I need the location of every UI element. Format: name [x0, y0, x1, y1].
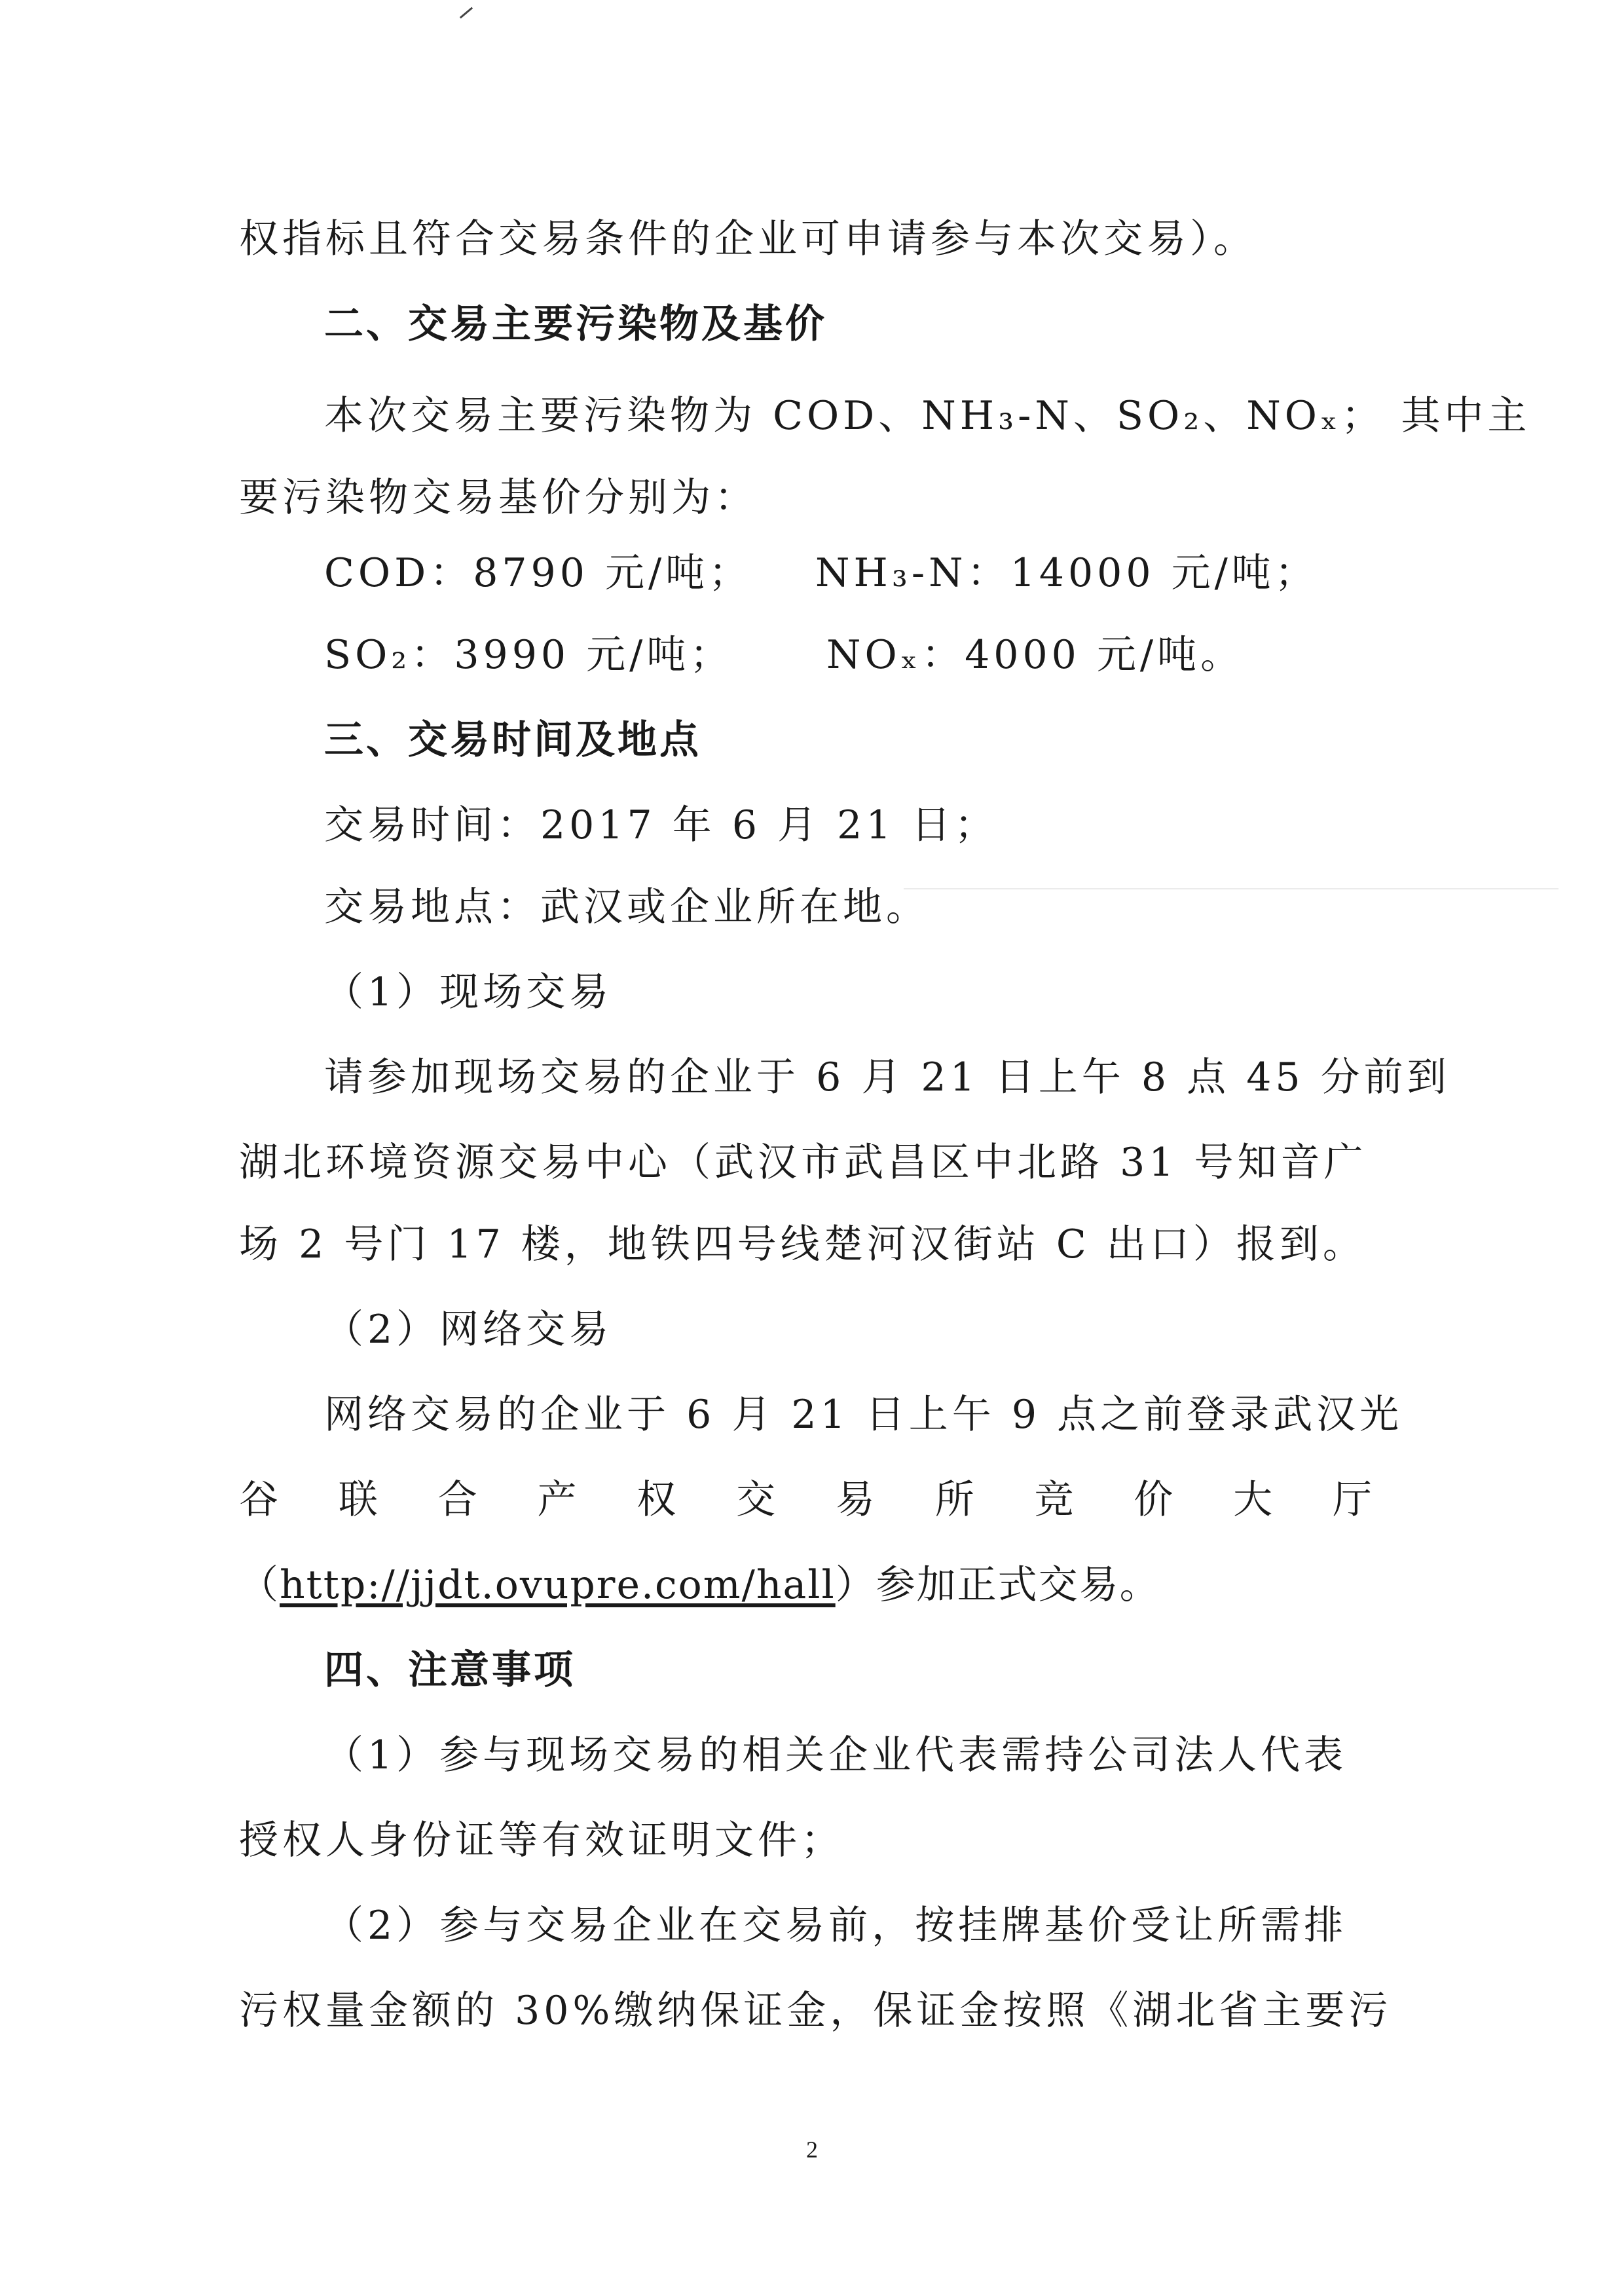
paragraph-line: 要污染物交易基价分别为：	[239, 475, 758, 521]
char: 竞	[1034, 1477, 1074, 1523]
paragraph-line: 请参加现场交易的企业于 6 月 21 日上午 8 点 45 分前到	[324, 1054, 1450, 1100]
paragraph-line: （1）参与现场交易的相关企业代表需持公司法人代表	[324, 1732, 1348, 1778]
paragraph-line: 湖北环境资源交易中心（武汉市武昌区中北路 31 号知音广	[239, 1140, 1367, 1185]
online-trade-title: （2）网络交易	[324, 1307, 613, 1353]
paragraph-line: （2）参与交易企业在交易前，按挂牌基价受让所需排	[324, 1903, 1348, 1949]
price-cod: COD：8790 元/吨；	[324, 550, 752, 596]
price-row-1	[0, 547, 1624, 599]
section-heading-3: 三、交易时间及地点	[324, 717, 701, 763]
paragraph-tail: ）参加正式交易。	[835, 1562, 1160, 1608]
char: 价	[1134, 1477, 1173, 1523]
char: 权	[637, 1477, 676, 1523]
char: 易	[835, 1477, 875, 1523]
paragraph-line: 场 2 号门 17 楼，地铁四号线楚河汉街站 C 出口）报到。	[239, 1222, 1366, 1267]
char: 合	[437, 1477, 477, 1523]
price-row-2	[0, 629, 1624, 681]
char: 交	[736, 1477, 776, 1523]
trade-place: 交易地点：武汉或企业所在地。	[324, 884, 929, 930]
price-so2: SO₂：3990 元/吨；	[324, 632, 733, 678]
justified-line	[239, 1474, 1372, 1526]
paragraph-line	[239, 1559, 1372, 1611]
paragraph-line: 污权量金额的 30%缴纳保证金，保证金按照《湖北省主要污	[239, 1988, 1392, 2034]
paragraph-line: 权指标且符合交易条件的企业可申请参与本次交易）。	[239, 216, 1257, 262]
paragraph-line: 网络交易的企业于 6 月 21 日上午 9 点之前登录武汉光	[324, 1392, 1403, 1438]
price-nh3n: NH₃-N：14000 元/吨；	[815, 550, 1318, 596]
section-heading-2: 二、交易主要污染物及基价	[324, 301, 827, 347]
section-heading-4: 四、注意事项	[324, 1647, 576, 1693]
scan-mark	[460, 7, 473, 19]
char: 厅	[1332, 1477, 1372, 1523]
char: 产	[537, 1477, 577, 1523]
onsite-trade-title: （1）现场交易	[324, 969, 613, 1015]
char: 联	[338, 1477, 378, 1523]
char: 谷	[239, 1477, 278, 1523]
open-paren: （	[239, 1562, 280, 1608]
trading-hall-link[interactable]: http://jjdt.ovupre.com/hall	[280, 1562, 836, 1608]
char: 所	[934, 1477, 974, 1523]
trade-time: 交易时间：2017 年 6 月 21 日；	[324, 802, 998, 848]
price-nox: NOₓ：4000 元/吨。	[826, 632, 1244, 678]
page-number: 2	[806, 2136, 818, 2163]
char: 大	[1233, 1477, 1273, 1523]
paragraph-line: 本次交易主要污染物为 COD、NH₃-N、SO₂、NOₓ； 其中主	[324, 393, 1531, 439]
paragraph-line: 授权人身份证等有效证明文件；	[239, 1818, 844, 1863]
